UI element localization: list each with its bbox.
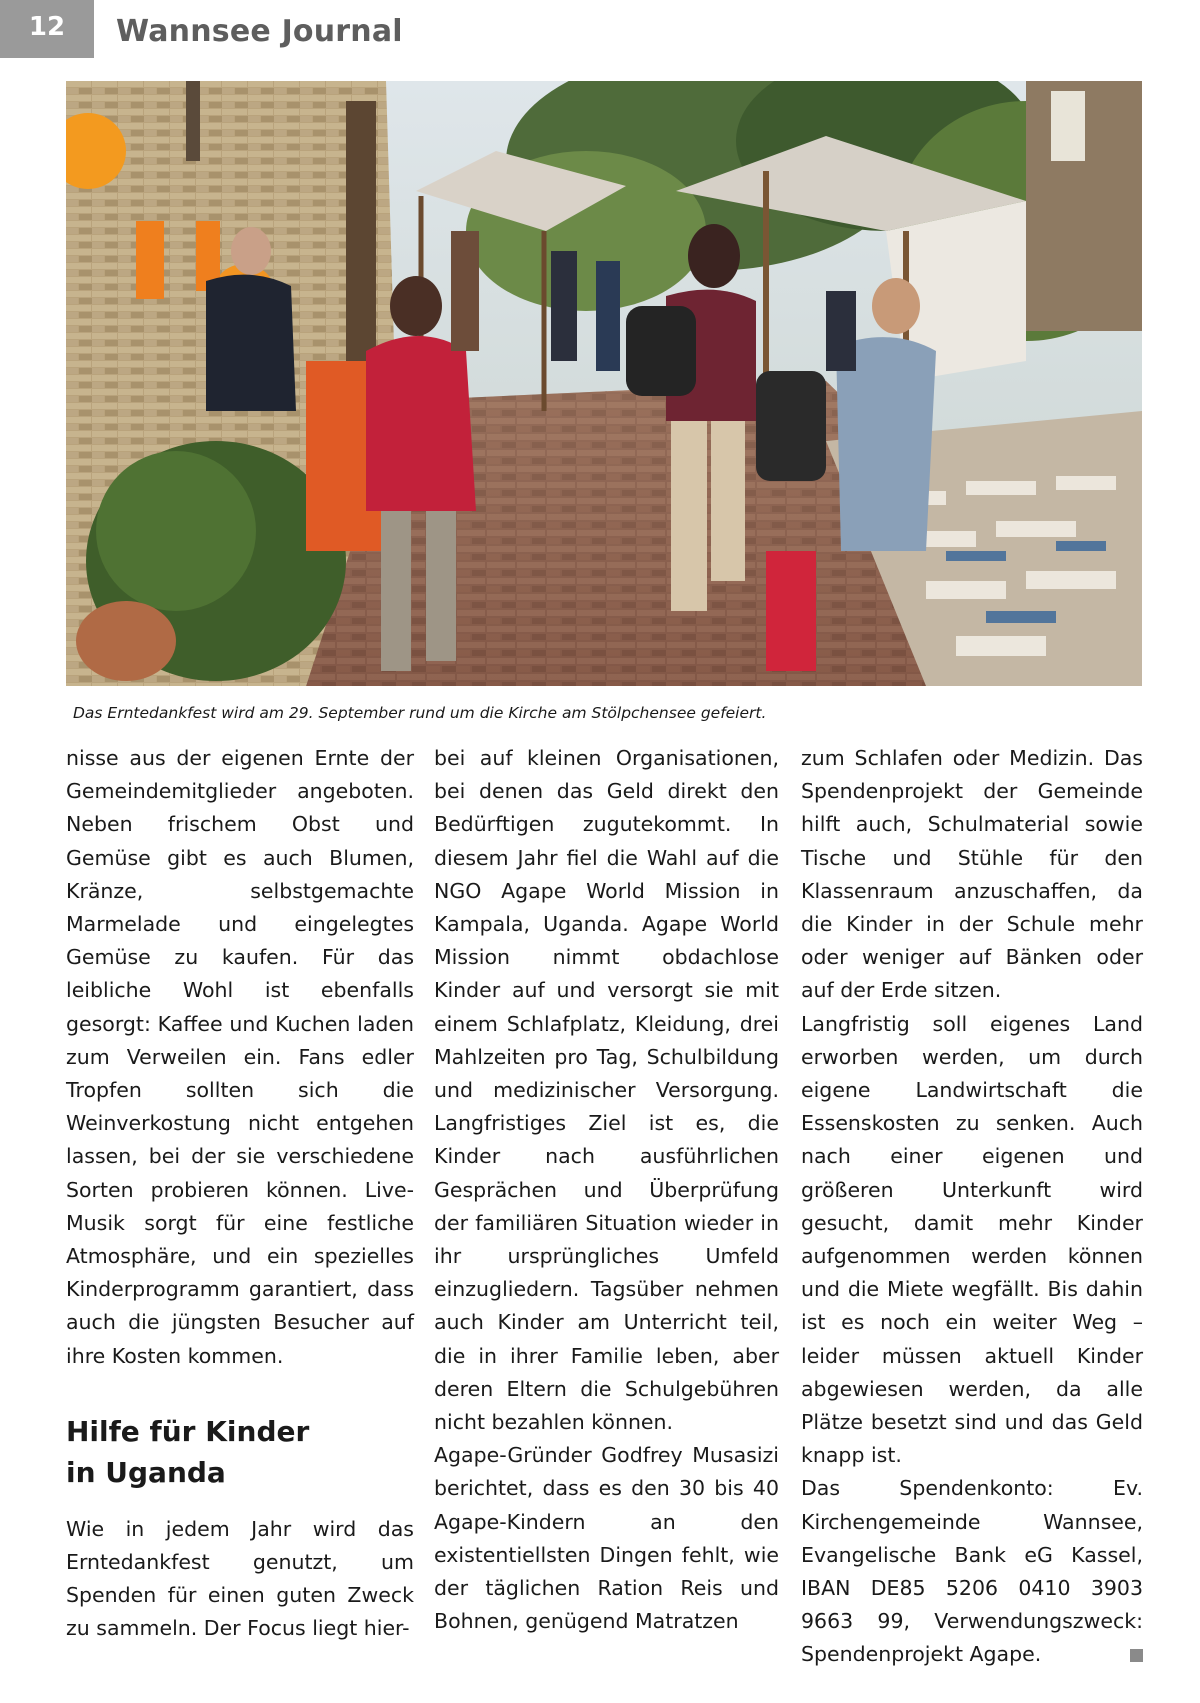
section-heading: [66, 1411, 414, 1493]
article-paragraph: zum Schlafen oder Medizin. Das Spendenprojekt der Gemeinde hilft auch, Schulmaterial sowie Tische und Stühle für den Klassenraum anzuschaffen, da die Kinder in der Schule mehr oder weniger auf Bänken oder auf der Erde sitzen.: [801, 746, 1143, 1003]
article-paragraph: Agape-Gründer Godfrey Musasizi berichtet, dass es den 30 bis 40 Agape-Kindern an den existentiellsten Dingen fehlt, wie der täglichen Ration Reis und Bohnen, genügend Matratzen: [434, 1443, 779, 1634]
end-of-article-mark: [1130, 1649, 1143, 1662]
article-paragraph: Langfristig soll eigenes Land erworben werden, um durch eigene Landwirtschaft die Essenskosten zu senken. Auch nach einer eigenen und größeren Unterkunft wird gesucht, damit mehr Kinder aufgenommen werden können und die Miete wegfällt. Bis dahin ist es noch ein weiter Weg – leider müssen aktuell Kinder abgewiesen werden, da alle Plätze besetzt sind und das Geld knapp ist.: [801, 1011, 1143, 1468]
article-paragraph: Wie in jedem Jahr wird das Erntedankfest genutzt, um Spenden für einen guten Zweck zu sammeln. Der Focus liegt hier-: [66, 1516, 414, 1641]
article-paragraph: bei auf kleinen Organisationen, bei denen das Geld direkt den Bedürftigen zugutekommt. In diesem Jahr fiel die Wahl auf die NGO Agape World Mission in Kampala, Uganda. Agape World Mission nimmt obdachlose Kinder auf und versorgt sie mit einem Schlafplatz, Kleidung, drei Mahlzeiten pro Tag, Schulbildung und medizinischer Versorgung. Langfristiges Ziel ist es, die Kinder nach ausführlichen Gesprächen und Überprüfung der familiären Situation wieder in ihr ursprüngliches Umfeld einzugliedern. Tagsüber nehmen auch Kinder am Unterricht teil, die in ihrer Familie leben, aber deren Eltern die Schulgebühren nicht bezahlen können.: [434, 746, 779, 1435]
article-column-3: [801, 742, 1143, 1672]
photo-caption: Das Erntedankfest wird am 29. September rund um die Kirche am Stölpchensee gefeiert.: [73, 704, 767, 722]
section-heading-line-2: in Uganda: [66, 1455, 226, 1489]
donation-account-text: Das Spendenkonto: Ev. Kirchengemeinde Wannsee, Evangelische Bank eG Kassel, IBAN DE85 5206 0410 3903 9663 99, Verwendungszweck: Spendenprojekt Agape.: [801, 1476, 1143, 1667]
article-column-1: [66, 742, 414, 1646]
page-number: 12: [0, 0, 94, 58]
journal-title: Wannsee Journal: [116, 14, 403, 49]
article-column-2: [434, 742, 779, 1638]
article-paragraph-final: [801, 1472, 1143, 1671]
festival-photo: [66, 81, 1142, 686]
festival-photo-illustration: [66, 81, 1142, 686]
article-paragraph: nisse aus der eigenen Ernte der Gemeindemitglieder angeboten. Neben frischem Obst und Gemüse gibt es auch Blumen, Kränze, selbstgemachte Marmelade und eingelegtes Gemüse zu kaufen. Für das leibliche Wohl ist ebenfalls gesorgt: Kaffee und Kuchen laden zum Verweilen ein. Fans edler Tropfen sollten sich die Weinverkostung nicht entgehen lassen, bei der sie verschiedene Sorten probieren können. Live-Musik sorgt für eine festliche Atmosphäre, und ein spezielles Kinderprogramm garantiert, dass auch die jüngsten Besucher auf ihre Kosten kommen.: [66, 746, 414, 1368]
section-heading-line-1: Hilfe für Kinder: [66, 1414, 310, 1448]
